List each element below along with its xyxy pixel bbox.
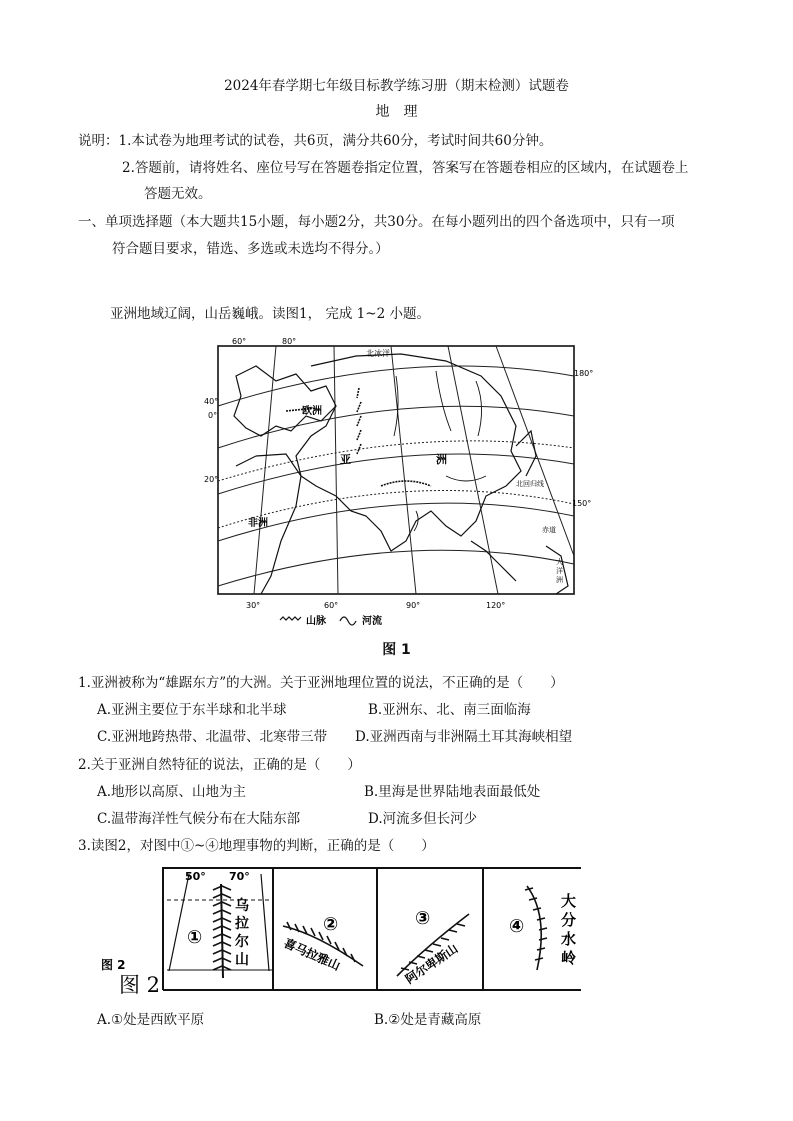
figure-2-panels (97, 866, 585, 997)
panel4-number: ④ (509, 916, 525, 937)
q3-option-b: B.②处是青藏高原 (374, 1012, 482, 1028)
lon-label: 80° (282, 337, 297, 346)
lat-label: 40° (204, 397, 219, 406)
question-2-stem: 2.关于亚洲自然特征的说法，正确的是（ ） (78, 757, 361, 773)
lon-label: 120° (486, 601, 506, 610)
arctic-ocean-label: 北冰洋 (366, 349, 390, 358)
panel1-mountain-char: 尔 (235, 934, 249, 950)
asia-label-a: 亚 (340, 453, 351, 466)
question-3-stem: 3.读图2，对图中①~④地理事物的判断，正确的是（ ） (78, 838, 435, 854)
figure-2-label-small: 图 2 (101, 958, 126, 972)
paper-title: 2024年春学期七年级目标教学练习册（期末检测）试题卷 (224, 78, 569, 94)
panel1-mountain-char: 山 (235, 952, 249, 968)
question-intro: 亚洲地域辽阔，山岳巍峨。读图1， 完成 1~2 小题。 (110, 306, 430, 322)
lat-label: 0° (208, 411, 218, 420)
q1-option-a: A.亚洲主要位于东半球和北半球 (97, 702, 287, 718)
lon-label: 60° (232, 337, 247, 346)
panel-2 (282, 914, 363, 973)
africa-label: 非洲 (248, 518, 268, 529)
panel1-mountain-char: 乌 (235, 898, 249, 914)
lon-label: 30° (246, 601, 261, 610)
figure-1-caption: 图 1 (382, 642, 411, 658)
q2-option-a: A.地形以高原、山地为主 (97, 784, 247, 800)
section-heading: 一、单项选择题（本大题共15小题，每小题2分，共30分。在每小题列出的四个备选项中，只有一项 (78, 214, 675, 230)
panel3-mountain-label: 阿尔卑斯山 (402, 941, 461, 987)
lon-label: 180° (574, 369, 594, 378)
section-heading-cont: 符合题目要求，错选、多选或未选均不得分。） (112, 241, 389, 257)
europe-label: 欧洲 (302, 406, 322, 417)
panel2-number: ② (323, 914, 339, 935)
instruction-2: 2.答题前，请将姓名、座位号写在答题卷指定位置，答案写在答题卷相应的区域内，在试题卷上 (122, 160, 689, 176)
q1-option-c: C.亚洲地跨热带、北温带、北寒带三带 (97, 729, 328, 745)
panel1-number: ① (187, 927, 203, 948)
figure-2-label-big: 图 2 (119, 973, 161, 997)
panel3-number: ③ (415, 908, 431, 929)
panel1-mountain-char: 拉 (235, 916, 249, 932)
lat-label: 20° (204, 475, 219, 484)
australia-label: 洋 (556, 567, 563, 575)
q2-option-b: B.里海是世界陆地表面最低处 (364, 784, 541, 800)
panel-1 (167, 870, 273, 978)
lon-label: 150° (572, 499, 592, 508)
panel1-lon-50: 50° (185, 870, 206, 883)
panel2-mountain-label: 喜马拉雅山 (281, 935, 343, 974)
q1-option-b: B.亚洲东、北、南三面临海 (368, 702, 531, 718)
panel-3 (397, 908, 469, 986)
legend-river: 河流 (362, 616, 382, 627)
subject-title: 地 理 (375, 104, 418, 120)
question-1-stem: 1.亚洲被称为“雄踞东方”的大洲。关于亚洲地理位置的说法，不正确的是（ ） (78, 675, 564, 691)
instruction-1: 说明：1.本试卷为地理考试的试卷，共6页，满分共60分，考试时间共60分钟。 (78, 133, 553, 149)
panel4-mountain-char: 岭 (561, 949, 577, 967)
q3-option-a: A.①处是西欧平原 (97, 1012, 205, 1028)
australia-label: 大 (556, 558, 563, 566)
mountain-legend-icon (280, 617, 301, 620)
tropic-label: 北回归线 (516, 480, 544, 488)
asia-label-b: 洲 (436, 453, 447, 466)
panel4-mountain-char: 大 (561, 892, 577, 910)
panel4-mountain-char: 水 (561, 930, 577, 948)
q2-option-c: C.温带海洋性气候分布在大陆东部 (97, 811, 301, 827)
legend-mountain: 山脉 (306, 616, 326, 627)
lon-label: 60° (324, 601, 339, 610)
panel-4 (509, 886, 576, 970)
lon-label: 90° (406, 601, 421, 610)
equator-label: 赤道 (542, 526, 556, 534)
river-legend-icon (340, 617, 356, 625)
q1-option-d: D.亚洲西南与非洲隔土耳其海峡相望 (355, 729, 573, 745)
asia-map-figure (204, 336, 594, 636)
q2-option-d: D.河流多但长河少 (368, 811, 478, 827)
australia-label: 洲 (556, 576, 563, 584)
panel4-mountain-char: 分 (561, 911, 577, 929)
instruction-2-cont: 答题无效。 (144, 186, 212, 202)
panel1-lon-70: 70° (229, 870, 250, 883)
